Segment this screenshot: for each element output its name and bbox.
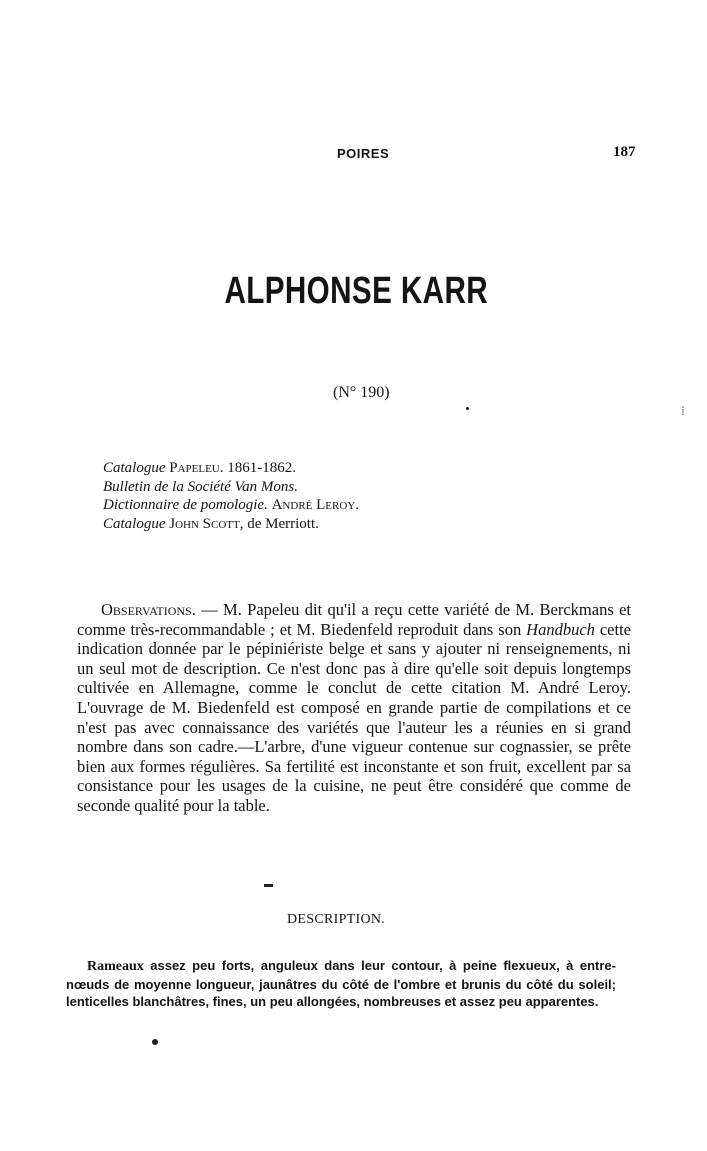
- reference-item: Catalogue John Scott, de Merriott.: [103, 515, 319, 532]
- reference-item: Bulletin de la Société Van Mons.: [103, 478, 298, 495]
- reference-item: Catalogue Papeleu. 1861-1862.: [103, 460, 297, 476]
- ink-speck: [466, 407, 469, 410]
- observations-paragraph: Observations. — M. Papeleu dit qu'il a reçu cette variété de M. Berckmans et comme très-recommandable ; et M. Biedenfeld reproduit dans son Handbuch cette indication donnée par le pépiniériste belge et sans y ajouter ni renseignements, ni un seul mot de description. Ce n'est donc pas à dire qu'elle soit depuis longtemps cultivée en Allemagne, comme le conclut de cette citation M. André Leroy. L'ouvrage de M. Biedenfeld est composé en grande partie de compilations et ce n'est pas avec connaissance des variétés que l'auteur les a réunies en si grand nombre dans son cadre.—L'arbre, d'une vigueur contenue sur cognassier, se prête bien aux formes régulières. Sa fertilité est inconstante et son fruit, excellent par sa consistance pour les usages de la cuisine, ne peut être considéré que comme de seconde qualité pour la table.: [77, 600, 631, 815]
- description-paragraph: Rameaux assez peu forts, anguleux dans leur contour, à peine flexueux, à entre-nœuds de moyenne longueur, jaunâtres du côté de l'ombre et brunis du côté du soleil; lenticelles blanchâtres, fines, un peu allongées, nombreuses et assez peu apparentes.: [66, 958, 616, 1009]
- page-number: 187: [613, 144, 636, 160]
- description-lead: Rameaux: [87, 959, 144, 974]
- reference-list: [103, 459, 359, 533]
- running-head: POIRES: [337, 146, 390, 161]
- ink-speck: [152, 1039, 158, 1045]
- variety-title: ALPHONSE KARR: [224, 270, 489, 312]
- section-divider: [264, 884, 273, 887]
- variety-number: (N° 190): [333, 384, 390, 401]
- observations-label: Observations.: [101, 600, 196, 619]
- margin-mark: ⁞: [681, 404, 685, 418]
- reference-item: Dictionnaire de pomologie. André Leroy.: [103, 497, 359, 513]
- description-heading: DESCRIPTION.: [287, 912, 386, 927]
